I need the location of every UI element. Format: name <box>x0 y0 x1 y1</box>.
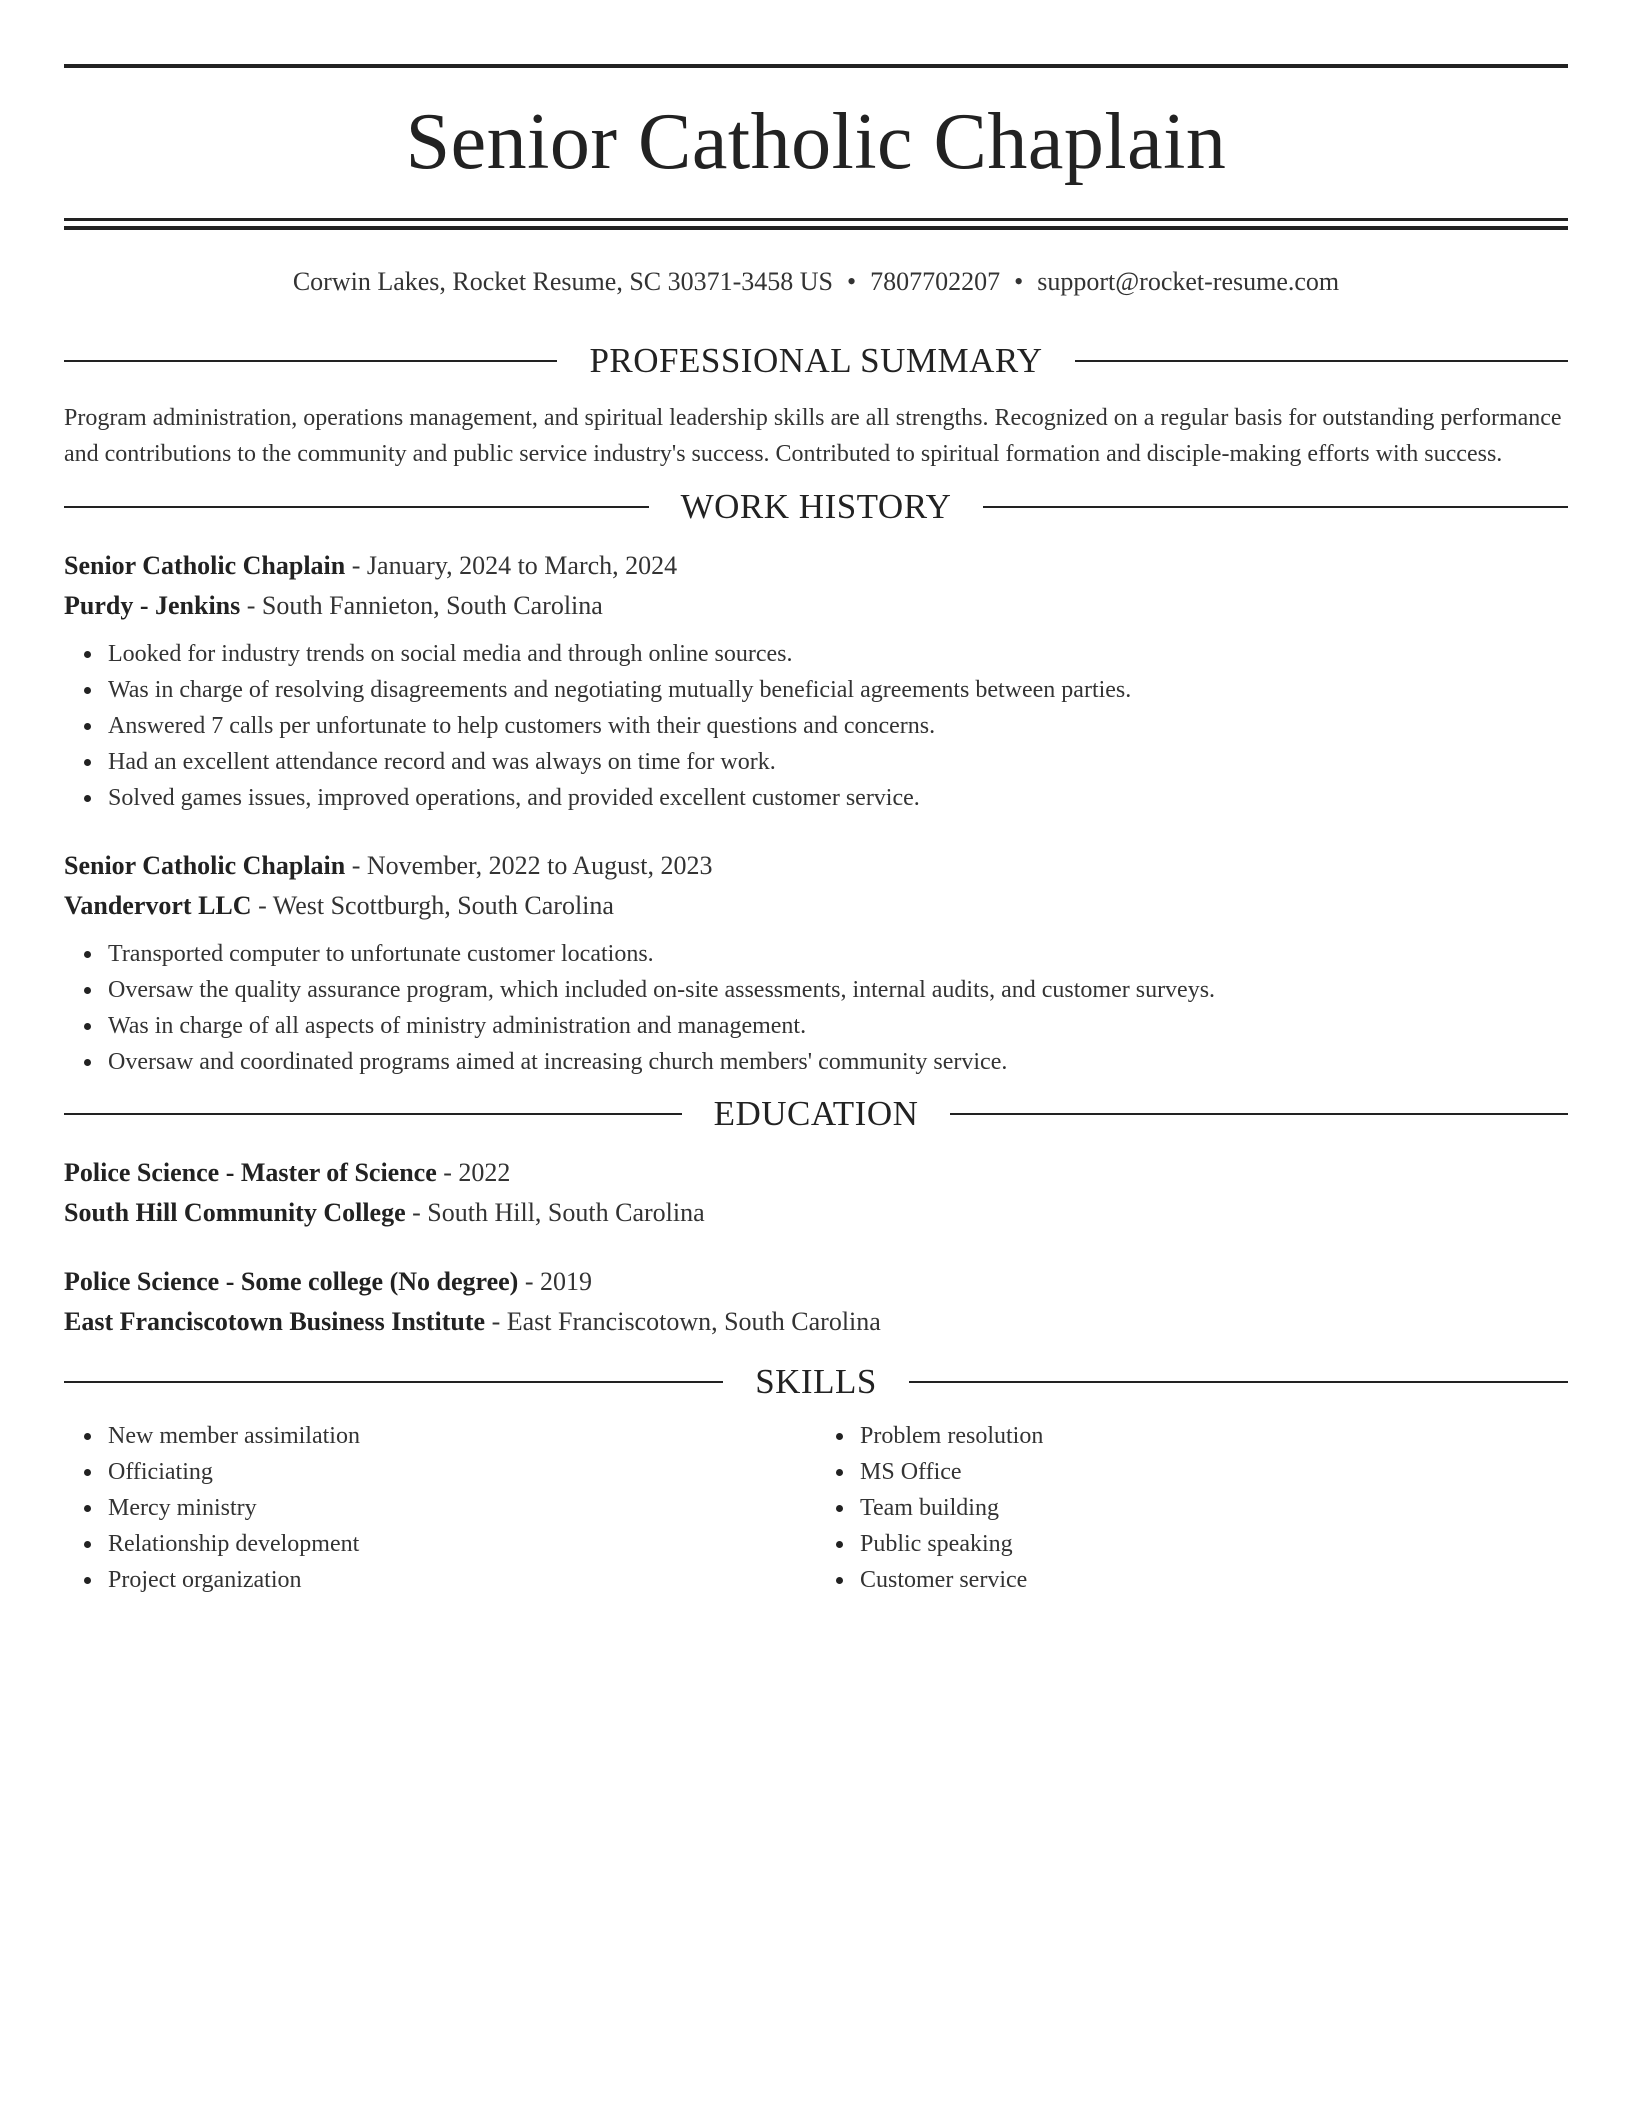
skill-item: Mercy ministry <box>108 1490 816 1526</box>
job-entry <box>64 846 1568 1080</box>
heading-rule-right <box>909 1381 1568 1383</box>
job-bullet: Solved games issues, improved operations, and provided excellent customer service. <box>108 780 1568 816</box>
skills-list-right <box>816 1418 1568 1598</box>
skill-item: Customer service <box>860 1562 1568 1598</box>
skills-heading: SKILLS <box>755 1362 877 1401</box>
education-entry <box>64 1262 1568 1342</box>
summary-text: Program administration, operations management, and spiritual leadership skills are all strengths. Recognized on a regular basis for outstanding performance and contributions to the community and public service industry's success. Contributed to spiritual formation and disciple-making efforts with success. <box>64 405 1562 467</box>
skills-list-left <box>64 1418 816 1598</box>
heading-rule-left <box>64 506 649 508</box>
skill-item: Team building <box>860 1490 1568 1526</box>
heading-rule-right <box>950 1113 1568 1115</box>
job-bullet: Answered 7 calls per unfortunate to help customers with their questions and concerns. <box>108 708 1568 744</box>
resume-page <box>64 64 1568 1598</box>
skill-item: MS Office <box>860 1454 1568 1490</box>
degree: Police Science - Master of Science <box>64 1158 437 1187</box>
job-company-line <box>64 886 1568 926</box>
name-rule-lower <box>64 226 1568 230</box>
job-bullets <box>64 936 1568 1080</box>
skill-item: Public speaking <box>860 1526 1568 1562</box>
skills-columns <box>64 1404 1568 1598</box>
work-heading: WORK HISTORY <box>680 487 952 526</box>
job-bullet: Was in charge of all aspects of ministry administration and management. <box>108 1008 1568 1044</box>
skill-item: Project organization <box>108 1562 816 1598</box>
candidate-name: Senior Catholic Chaplain <box>405 98 1227 186</box>
job-bullets <box>64 636 1568 816</box>
skill-item: Relationship development <box>108 1526 816 1562</box>
contact-email: support@rocket-resume.com <box>1037 267 1340 296</box>
job-bullet: Transported computer to unfortunate customer locations. <box>108 936 1568 972</box>
job-dates: - November, 2022 to August, 2023 <box>345 851 713 880</box>
degree-year: - 2022 <box>436 1158 511 1187</box>
school: South Hill Community College <box>64 1198 406 1227</box>
degree-year: - 2019 <box>518 1267 593 1296</box>
school-line <box>64 1302 1568 1342</box>
job-bullet: Oversaw and coordinated programs aimed at increasing church members' community service. <box>108 1044 1568 1080</box>
heading-rule-left <box>64 1381 723 1383</box>
contact-line <box>64 266 1568 298</box>
school-location: - East Franciscotown, South Carolina <box>485 1307 881 1336</box>
education-section-heading <box>64 1092 1568 1136</box>
skill-item: New member assimilation <box>108 1418 816 1454</box>
heading-rule-right <box>1075 360 1568 362</box>
degree-line <box>64 1153 1568 1193</box>
education-heading: EDUCATION <box>713 1094 919 1133</box>
job-location: - South Fannieton, South Carolina <box>240 591 603 620</box>
job-location: - West Scottburgh, South Carolina <box>251 891 614 920</box>
skills-section-heading <box>64 1360 1568 1404</box>
job-entry <box>64 546 1568 816</box>
summary-section-heading <box>64 339 1568 383</box>
job-bullet: Oversaw the quality assurance program, which included on-site assessments, internal audits, and customer surveys. <box>108 972 1568 1008</box>
contact-separator: • <box>1014 267 1024 296</box>
school-location: - South Hill, South Carolina <box>405 1198 705 1227</box>
contact-phone: 7807702207 <box>870 267 1001 296</box>
job-company: Purdy - Jenkins <box>64 591 241 620</box>
skill-item: Officiating <box>108 1454 816 1490</box>
job-title: Senior Catholic Chaplain <box>64 551 346 580</box>
job-bullet: Had an excellent attendance record and was always on time for work. <box>108 744 1568 780</box>
contact-address: Corwin Lakes, Rocket Resume, SC 30371-3458 US <box>292 267 834 296</box>
heading-rule-left <box>64 360 557 362</box>
work-section-heading <box>64 485 1568 529</box>
heading-rule-right <box>983 506 1568 508</box>
education-entry <box>64 1153 1568 1233</box>
job-title-line <box>64 846 1568 886</box>
job-bullet: Looked for industry trends on social media and through online sources. <box>108 636 1568 672</box>
degree-line <box>64 1262 1568 1302</box>
summary-heading: PROFESSIONAL SUMMARY <box>589 341 1043 380</box>
job-title-line <box>64 546 1568 586</box>
job-company: Vandervort LLC <box>64 891 252 920</box>
heading-rule-left <box>64 1113 682 1115</box>
job-title: Senior Catholic Chaplain <box>64 851 346 880</box>
job-company-line <box>64 586 1568 626</box>
top-rule <box>64 64 1568 68</box>
school-line <box>64 1193 1568 1233</box>
job-dates: - January, 2024 to March, 2024 <box>345 551 678 580</box>
degree: Police Science - Some college (No degree) <box>64 1267 519 1296</box>
job-bullet: Was in charge of resolving disagreements and negotiating mutually beneficial agreements between parties. <box>108 672 1568 708</box>
school: East Franciscotown Business Institute <box>64 1307 486 1336</box>
skill-item: Problem resolution <box>860 1418 1568 1454</box>
contact-separator: • <box>847 267 857 296</box>
